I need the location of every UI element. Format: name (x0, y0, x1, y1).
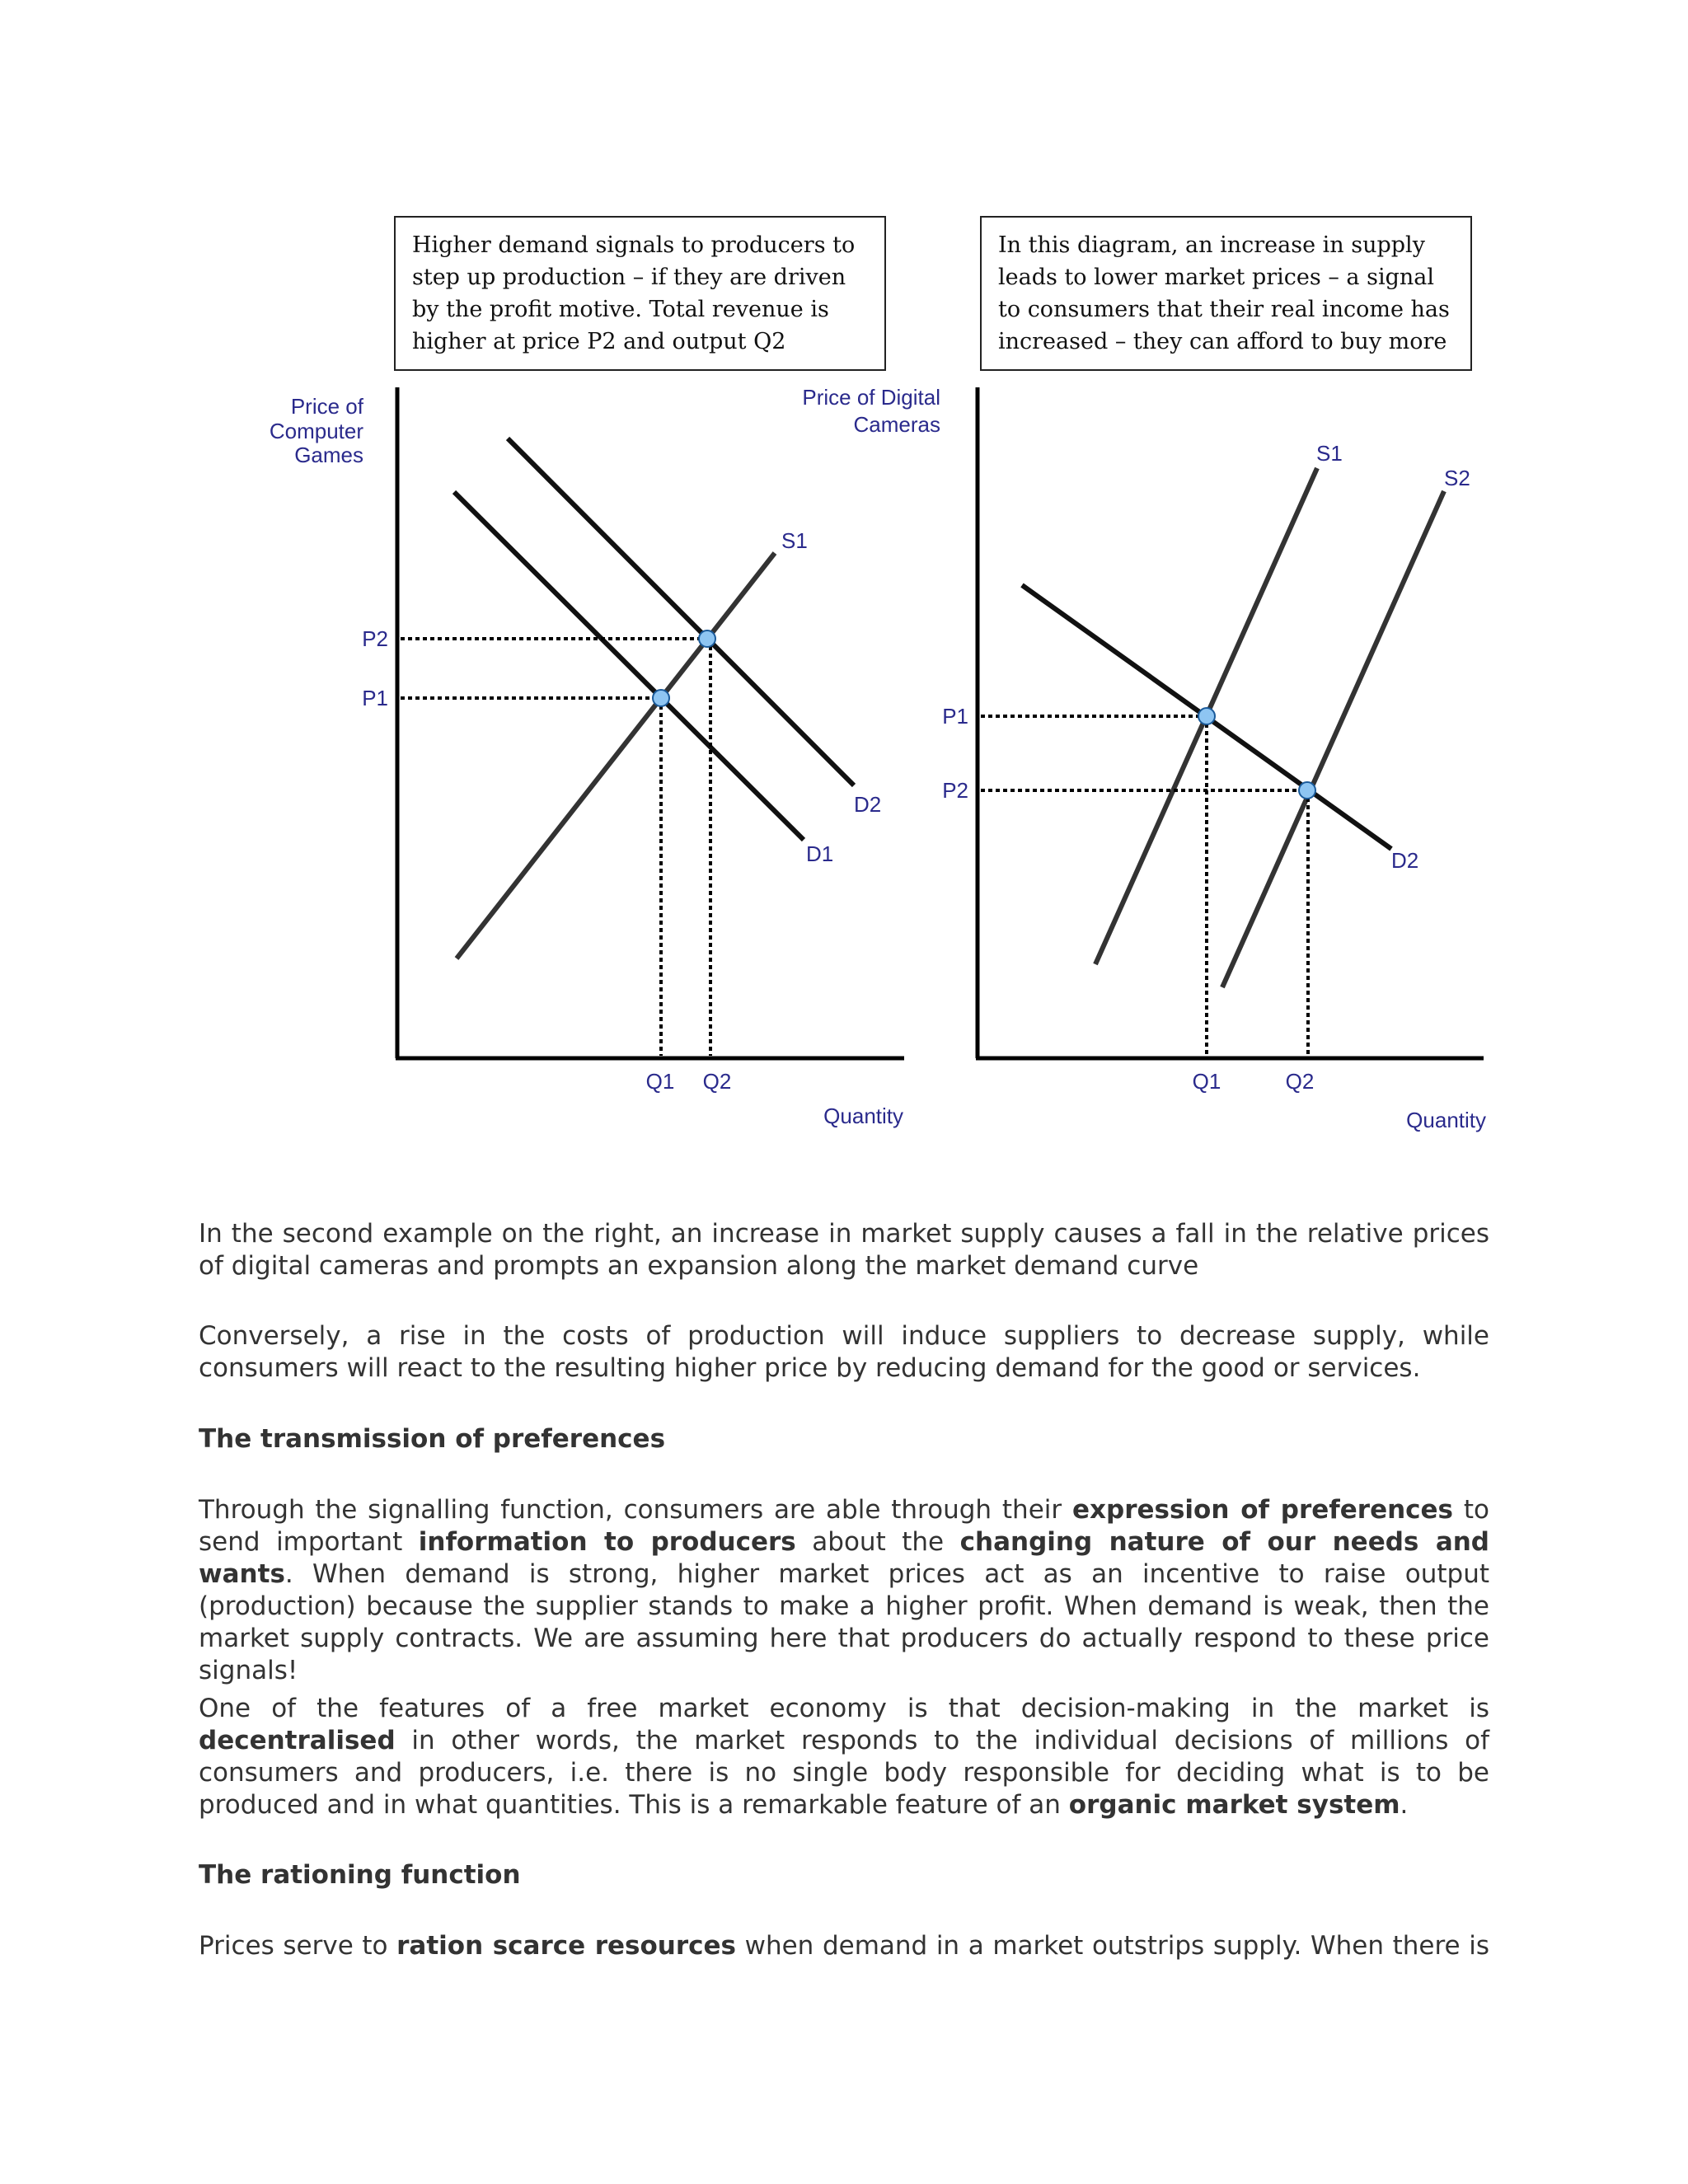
heading-transmission-of-preferences: The transmission of preferences (199, 1424, 666, 1454)
right-d2-label: D2 (1391, 848, 1419, 873)
left-equilibrium-p2-q2 (699, 630, 715, 647)
paragraph-costs-of-production: Conversely, a rise in the costs of production will induce suppliers to decrease supply, while consumers will react to the resulting higher price by reducing demand for the good or services. (199, 1321, 1489, 1383)
p5-text-1: Prices serve to (199, 1931, 397, 1961)
right-s2-label: S2 (1444, 466, 1470, 490)
left-callout-text: Higher demand signals to producers to step up production – if they are driven by the profit motive. Total revenue is higher at price P2 and output Q2 (412, 232, 856, 354)
right-chart (802, 385, 1486, 1132)
p4-bold-decentralised: decentralised (199, 1726, 396, 1755)
left-x-axis-title: Quantity (823, 1104, 903, 1128)
p4-text-1: One of the features of a free market economy is that decision-making in the market is (199, 1694, 1489, 1723)
right-q1-label: Q1 (1192, 1069, 1221, 1094)
left-curve-s1 (457, 553, 775, 958)
p3-text-1: Through the signalling function, consumers are able through their (199, 1495, 1072, 1525)
left-curve-d2 (508, 438, 854, 785)
left-q2-label: Q2 (702, 1069, 732, 1094)
left-p1-label: P1 (362, 686, 388, 710)
p3-bold-information-to-producers: information to producers (418, 1527, 796, 1557)
paragraph-decentralised (199, 1693, 1489, 1821)
right-x-axis-title: Quantity (1406, 1108, 1486, 1132)
p5-text-2: when demand in a market outstrips supply. When there is (735, 1931, 1490, 1961)
heading-rationing-function: The rationing function (199, 1860, 521, 1890)
left-chart (270, 387, 904, 1128)
p5-bold-ration-scarce-resources: ration scarce resources (396, 1931, 736, 1961)
p3-text-4: . When demand is strong, higher market prices act as an incentive to raise output (production) because the supplier stands to make a higher profit. When demand is weak, then the market supply contracts. We are assuming here that producers do actually respond to these price signals! (199, 1559, 1489, 1685)
p4-text-3: . (1400, 1790, 1409, 1820)
left-curve-d1 (454, 492, 804, 840)
left-p2-label: P2 (362, 626, 388, 651)
right-callout-text: In this diagram, an increase in supply leads to lower market prices – a signal to consumers that their real income has increased – they can afford to buy more (998, 232, 1450, 354)
paragraph-signalling-function (199, 1494, 1489, 1687)
right-p2-label: P2 (942, 778, 968, 803)
left-s1-label: S1 (781, 528, 808, 553)
left-y-axis-title-line3: Games (294, 443, 363, 467)
p3-text-2: to send important (199, 1495, 1489, 1557)
right-q2-label: Q2 (1285, 1069, 1315, 1094)
right-y-axis-title-line1: Price of Digital (802, 385, 940, 410)
left-d1-label: D1 (806, 841, 834, 866)
paragraph-second-example: In the second example on the right, an increase in market supply causes a fall in the relative prices of digital cameras and prompts an expansion along the market demand curve (199, 1219, 1489, 1281)
p3-bold-changing-nature: changing nature of our needs and wants (199, 1527, 1489, 1589)
right-equilibrium-p2-q2 (1299, 782, 1315, 799)
right-p1-label: P1 (942, 704, 968, 729)
p4-text-2: in other words, the market responds to the individual decisions of millions of consumers and producers, i.e. there is no single body responsible for deciding what is to be produced and in what quantities. This is a remarkable feature of an (199, 1726, 1489, 1820)
left-y-axis-title-line1: Price of (290, 394, 363, 419)
right-s1-label: S1 (1316, 441, 1343, 466)
p3-text-3: about the (795, 1527, 960, 1557)
paragraph-rationing (199, 1930, 1489, 1962)
p3-bold-expression-of-preferences: expression of preferences (1071, 1495, 1454, 1525)
right-y-axis-title-line2: Cameras (853, 412, 940, 437)
right-curve-s2 (1222, 491, 1444, 987)
left-q1-label: Q1 (645, 1069, 675, 1094)
left-y-axis-title-line2: Computer (269, 419, 363, 443)
p4-bold-organic-market-system: organic market system (1068, 1790, 1400, 1820)
right-equilibrium-p1-q1 (1198, 708, 1215, 724)
left-equilibrium-p1-q1 (653, 690, 669, 706)
left-d2-label: D2 (854, 792, 882, 817)
